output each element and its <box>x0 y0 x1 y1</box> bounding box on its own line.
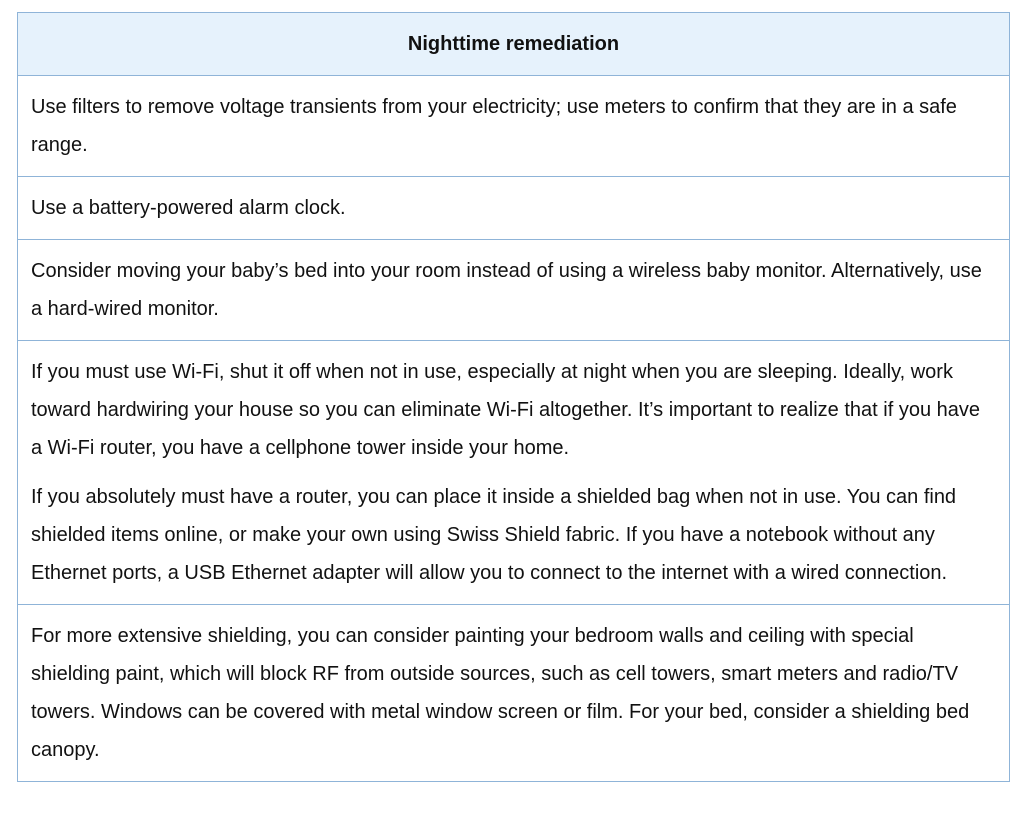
table-cell <box>18 240 1010 341</box>
table-row <box>18 177 1010 240</box>
cell-paragraph: For more extensive shielding, you can consider painting your bedroom walls and ceiling with special shielding paint, which will block RF from outside sources, such as cell towers, smart meters and radio/TV towers. Windows can be covered with metal window screen or film. For your bed, consider a shielding bed canopy. <box>31 625 970 761</box>
table-row <box>18 76 1010 177</box>
cell-paragraph: If you must use Wi-Fi, shut it off when not in use, especially at night when you are sleeping. Ideally, work toward hardwiring your house so you can eliminate Wi-Fi altogether. It’s important to realize that if you have a Wi-Fi router, you have a cellphone tower inside your home. <box>31 361 980 459</box>
table-row <box>18 605 1010 782</box>
table-header: Nighttime remediation <box>18 13 1010 76</box>
table-row <box>18 341 1010 605</box>
table-cell <box>18 605 1010 782</box>
remediation-table <box>17 12 1010 782</box>
table-header-row <box>18 13 1010 76</box>
table-row <box>18 240 1010 341</box>
cell-paragraph: Use filters to remove voltage transients from your electricity; use meters to confirm that they are in a safe range. <box>31 96 957 156</box>
table-cell <box>18 341 1010 605</box>
cell-paragraph: If you absolutely must have a router, you can place it inside a shielded bag when not in use. You can find shielded items online, or make your own using Swiss Shield fabric. If you have a notebook without any Ethernet ports, a USB Ethernet adapter will allow you to connect to the internet with a wired connection. <box>31 486 957 584</box>
cell-paragraph: Consider moving your baby’s bed into your room instead of using a wireless baby monitor. Alternatively, use a hard-wired monitor. <box>31 260 982 320</box>
cell-paragraph: Use a battery-powered alarm clock. <box>31 197 346 219</box>
table-cell <box>18 177 1010 240</box>
table-cell <box>18 76 1010 177</box>
